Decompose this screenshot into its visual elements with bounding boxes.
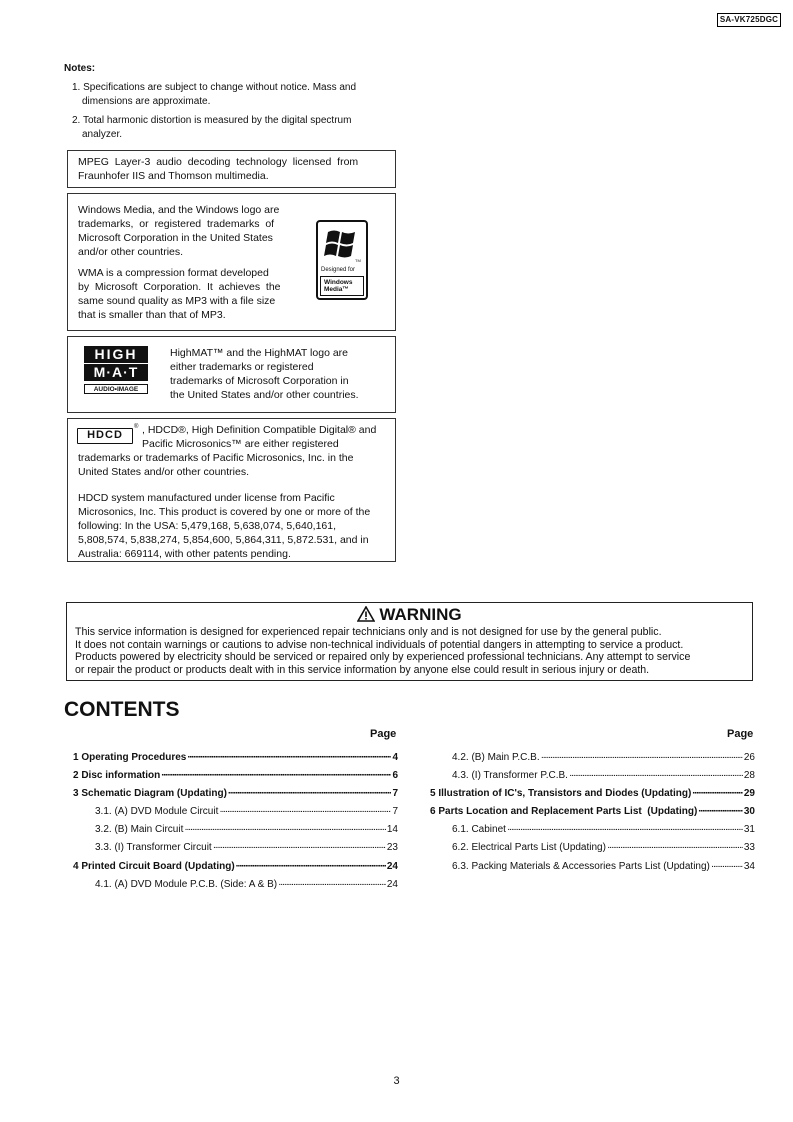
highmat-line: the United States and/or other countries. xyxy=(170,389,359,401)
toc-page: 23 xyxy=(386,842,398,853)
toc-page: 34 xyxy=(743,861,755,872)
wm-line: Microsoft Corporation in the United States xyxy=(78,232,273,244)
toc-label: 6 Parts Location and Replacement Parts List (Updating) xyxy=(430,806,698,817)
toc-entry[interactable] xyxy=(452,861,755,873)
note-1 xyxy=(72,81,356,109)
wm-line: same sound quality as MP3 with a file size xyxy=(78,295,276,307)
note-text: Total harmonic distortion is measured by the digital spectrum xyxy=(82,115,352,126)
hdcd-line-3: trademarks or trademarks of Pacific Microsonics, Inc. in the xyxy=(78,452,354,464)
toc-leader xyxy=(698,806,743,818)
toc-entry[interactable] xyxy=(73,788,398,800)
toc-label: 3.3. (I) Transformer Circuit xyxy=(95,842,212,853)
toc-page: 24 xyxy=(386,861,398,872)
toc-leader xyxy=(569,770,743,782)
warning-line: It does not contain warnings or cautions to advise non-technical individuals of potential dangers in attempting to service a product. xyxy=(75,638,684,651)
toc-label: 3.1. (A) DVD Module Circuit xyxy=(95,806,219,817)
hdcd-logo: HDCD xyxy=(77,428,133,444)
toc-entry[interactable] xyxy=(430,806,755,818)
note-number: 2. xyxy=(72,115,81,126)
toc-label: 6.1. Cabinet xyxy=(452,824,506,835)
hdcd-patent-line: following: In the USA: 5,479,168, 5,638,074, 5,640,161, xyxy=(78,520,337,532)
toc-leader xyxy=(228,788,392,800)
toc-entry[interactable] xyxy=(452,752,755,764)
note-text: Specifications are subject to change without notice. Mass and xyxy=(83,82,357,93)
warning-title: WARNING xyxy=(379,605,462,624)
toc-label: 4.1. (A) DVD Module P.C.B. (Side: A & B) xyxy=(95,879,278,890)
toc-leader xyxy=(184,824,386,836)
toc-entry[interactable] xyxy=(73,861,398,873)
toc-entry[interactable] xyxy=(95,842,398,854)
windows-media-para-1 xyxy=(78,203,293,259)
toc-entry[interactable] xyxy=(452,842,755,854)
logo-line: Windows xyxy=(324,279,353,286)
note-text-cont: analyzer. xyxy=(82,129,123,140)
toc-page: 7 xyxy=(392,788,398,799)
toc-page: 28 xyxy=(743,770,755,781)
toc-page: 24 xyxy=(386,879,398,890)
wm-line: and/or other countries. xyxy=(78,246,184,258)
toc-leader xyxy=(607,842,743,854)
hdcd-patent-line: 5,808,574, 5,838,274, 5,854,600, 5,864,311, 5,872.531, and in xyxy=(78,534,369,546)
toc-leader xyxy=(236,861,386,873)
toc-page: 30 xyxy=(743,806,755,817)
highmat-logo-bottom: AUDIO•IMAGE xyxy=(84,384,148,394)
toc-label: 3.2. (B) Main Circuit xyxy=(95,824,184,835)
mpeg-line-1: MPEG Layer-3 audio decoding technology licensed from xyxy=(78,156,359,168)
hdcd-para-2 xyxy=(78,491,388,561)
toc-label: 6.3. Packing Materials & Accessories Parts List (Updating) xyxy=(452,861,710,872)
toc-page: 7 xyxy=(392,806,398,817)
notes-title: Notes: xyxy=(64,63,96,74)
toc-leader xyxy=(161,770,391,782)
hdcd-patent-line: Australia: 669114, with other patents pending. xyxy=(78,548,291,560)
toc-page: 26 xyxy=(743,752,755,763)
toc-page: 33 xyxy=(743,842,755,853)
note-number: 1. xyxy=(72,82,81,93)
windows-media-para-2 xyxy=(78,266,293,322)
wm-line: trademarks, or registered trademarks of xyxy=(78,218,275,230)
toc-page: 31 xyxy=(743,824,755,835)
designed-for-text: Designed for xyxy=(321,267,356,273)
contents-title: CONTENTS xyxy=(64,698,180,721)
note-text-cont: dimensions are approximate. xyxy=(82,96,211,107)
toc-label: 4.3. (I) Transformer P.C.B. xyxy=(452,770,568,781)
wm-line: WMA is a compression format developed xyxy=(78,267,269,279)
toc-page: 29 xyxy=(743,788,755,799)
logo-line: Media™ xyxy=(324,286,349,293)
highmat-line: trademarks of Microsoft Corporation in xyxy=(170,375,349,387)
note-2 xyxy=(72,114,351,142)
hdcd-registered-mark: ® xyxy=(134,424,139,430)
page-column-header-right: Page xyxy=(727,728,754,740)
toc-leader xyxy=(541,752,743,764)
highmat-logo xyxy=(84,346,148,398)
toc-page: 14 xyxy=(386,824,398,835)
model-number: SA-VK725DGC xyxy=(717,13,781,27)
tm-mark: TM xyxy=(355,258,361,263)
wm-line: by Microsoft Corporation. It achieves the xyxy=(78,281,281,293)
toc-label: 6.2. Electrical Parts List (Updating) xyxy=(452,842,606,853)
toc-label: 2 Disc information xyxy=(73,770,161,781)
mpeg-line-2: Fraunhofer IIS and Thomson multimedia. xyxy=(78,170,269,182)
toc-entry[interactable] xyxy=(95,824,398,836)
toc-page: 6 xyxy=(392,770,398,781)
toc-entry[interactable] xyxy=(452,824,755,836)
highmat-logo-top: HIGH xyxy=(84,346,148,363)
mpeg-license-box xyxy=(67,150,396,188)
hdcd-patent-line: HDCD system manufactured under license from Pacific xyxy=(78,492,335,504)
toc-entry[interactable] xyxy=(73,770,398,782)
toc-leader xyxy=(187,752,391,764)
page-column-header-left: Page xyxy=(370,728,397,740)
warning-line: or repair the product or products dealt with in this service information by anyone else could result in serious injury or death. xyxy=(75,664,650,677)
warning-box xyxy=(66,602,753,681)
warning-triangle-icon xyxy=(357,606,375,622)
toc-label: 4 Printed Circuit Board (Updating) xyxy=(73,861,235,872)
toc-entry[interactable] xyxy=(430,788,755,800)
highmat-line: either trademarks or registered xyxy=(170,361,314,373)
toc-label: 1 Operating Procedures xyxy=(73,752,187,763)
toc-label: 3 Schematic Diagram (Updating) xyxy=(73,788,227,799)
wm-line: Windows Media, and the Windows logo are xyxy=(78,204,280,216)
warning-line: Products powered by electricity should be serviced or repaired only by experienced professional technicians. Any attempt to service xyxy=(75,651,691,664)
toc-entry[interactable] xyxy=(452,770,755,782)
hdcd-line-1: , HDCD®, High Definition Compatible Digital® and xyxy=(142,424,377,436)
windows-media-label xyxy=(320,276,364,296)
toc-page: 4 xyxy=(392,752,398,763)
highmat-text xyxy=(170,346,390,402)
toc-label: 4.2. (B) Main P.C.B. xyxy=(452,752,540,763)
toc-entry[interactable] xyxy=(73,752,398,764)
toc-leader xyxy=(219,806,391,818)
highmat-logo-mid: M·A·T xyxy=(84,364,148,381)
toc-label: 5 Illustration of IC's, Transistors and Diodes (Updating) xyxy=(430,788,692,799)
warning-heading xyxy=(67,605,752,625)
toc-entry[interactable] xyxy=(95,806,398,818)
warning-line: This service information is designed for experienced repair technicians only and is not designed for use by the general public. xyxy=(75,626,662,638)
toc-entry[interactable] xyxy=(95,879,398,891)
page-number: 3 xyxy=(393,1075,400,1087)
toc-leader xyxy=(692,788,743,800)
hdcd-line-2: Pacific Microsonics™ are either registered xyxy=(142,438,339,450)
wm-line: that is smaller than that of MP3. xyxy=(78,309,226,321)
hdcd-line-4: United States and/or other countries. xyxy=(78,466,250,478)
windows-media-logo xyxy=(316,220,368,300)
toc-leader xyxy=(507,824,743,836)
toc-leader xyxy=(213,842,386,854)
highmat-line: HighMAT™ and the HighMAT logo are xyxy=(170,347,348,359)
toc-leader xyxy=(711,861,743,873)
toc-leader xyxy=(278,879,386,891)
hdcd-patent-line: Microsonics, Inc. This product is covered by one or more of the xyxy=(78,506,371,518)
warning-text xyxy=(75,626,745,677)
